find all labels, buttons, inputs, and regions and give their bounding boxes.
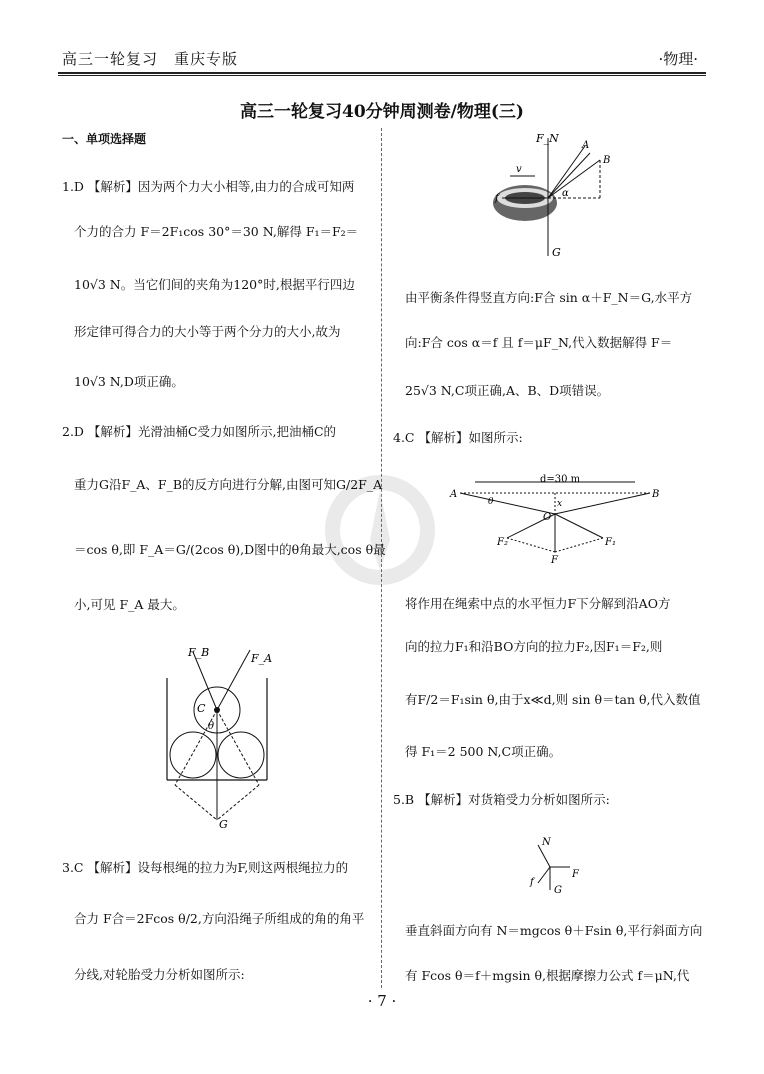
left-line-1: 1.D 【解析】因为两个力大小相等,由力的合成可知两 xyxy=(62,179,355,194)
right-line-10: 垂直斜面方向有 N＝mgcos θ＋Fsin θ,平行斜面方向 xyxy=(405,923,703,938)
label-g: G xyxy=(219,818,228,830)
right-line-1: 由平衡条件得竖直方向:F合 sin α＋F_N＝G,水平方 xyxy=(405,290,693,305)
right-line-11: 有 Fcos θ＝f＋mgsin θ,根据摩擦力公式 f＝μN,代 xyxy=(405,968,690,983)
label-f1: F₁ xyxy=(605,537,616,548)
label-f2: F₂ xyxy=(497,537,508,548)
right-line-9: 5.B 【解析】对货箱受力分析如图所示: xyxy=(393,792,610,807)
label-theta: θ xyxy=(208,721,215,732)
label-rtheta: θ xyxy=(488,497,494,507)
left-line-6: 2.D 【解析】光滑油桶C受力如图所示,把油桶C的 xyxy=(62,424,337,439)
page-number: · 7 · xyxy=(367,992,397,1010)
section-heading: 一、单项选择题 xyxy=(62,132,147,146)
left-line-9: 小,可见 F_A 最大。 xyxy=(74,597,185,612)
label-fb: F_B xyxy=(188,646,210,659)
label-d: d=30 m xyxy=(540,474,581,485)
right-line-4: 4.C 【解析】如图所示: xyxy=(393,430,523,445)
right-line-7: 有F/2＝F₁sin θ,由于x≪d,则 sin θ＝tan θ,代入数值 xyxy=(405,692,701,707)
header-rule-thick xyxy=(58,72,706,74)
right-line-2: 向:F合 cos α＝f 且 f＝μF_N,代入数据解得 F＝ xyxy=(405,335,673,350)
left-line-12: 分线,对轮胎受力分析如图所示: xyxy=(74,967,245,982)
label-x: x xyxy=(557,499,563,509)
label-fn: F_N xyxy=(536,132,559,145)
left-line-10: 3.C 【解析】设每根绳的拉力为F,则这两根绳拉力的 xyxy=(62,860,349,875)
left-line-3: 10√3 N。当它们间的夹角为120°时,根据平行四边 xyxy=(74,277,355,292)
label-a: A xyxy=(582,140,590,151)
left-line-5: 10√3 N,D项正确。 xyxy=(74,374,184,389)
right-line-6: 向的拉力F₁和沿BO方向的拉力F₂,因F₁＝F₂,则 xyxy=(405,639,663,654)
barrel-force-diagram xyxy=(155,640,285,830)
label-fa: F_A xyxy=(251,652,273,665)
label-n: N xyxy=(542,837,551,848)
header-right: ·物理· xyxy=(658,50,698,68)
left-line-7: 重力G沿F_A、F_B的反方向进行分解,由图可知G/2F_A xyxy=(74,477,383,492)
page-title: 高三一轮复习40分钟周测卷/物理(三) xyxy=(240,102,524,122)
label-c: C xyxy=(197,702,206,715)
label-rf: F xyxy=(551,555,558,566)
header-left: 高三一轮复习 重庆专版 xyxy=(62,50,239,68)
left-line-2: 个力的合力 F＝2F₁cos 30°＝30 N,解得 F₁＝F₂＝ xyxy=(74,224,359,239)
label-g2: G xyxy=(552,246,561,259)
label-alpha: α xyxy=(562,188,569,199)
right-line-8: 得 F₁＝2 500 N,C项正确。 xyxy=(405,744,562,759)
label-ra: A xyxy=(450,489,458,500)
header-rule-thin xyxy=(58,75,706,76)
right-line-5: 将作用在绳索中点的水平恒力F下分解到沿AO方 xyxy=(405,596,671,611)
label-bf: F xyxy=(572,869,579,880)
box-force-diagram xyxy=(520,835,590,895)
left-line-11: 合力 F合＝2Fcos θ/2,方向沿绳子所组成的角的角平 xyxy=(74,911,365,926)
label-o: O xyxy=(543,512,552,523)
left-line-8: ＝cos θ,即 F_A＝G/(2cos θ),D图中的θ角最大,cos θ最 xyxy=(74,542,386,557)
label-b: B xyxy=(603,155,611,166)
rope-force-diagram xyxy=(445,470,665,570)
right-line-3: 25√3 N,C项正确,A、B、D项错误。 xyxy=(405,383,610,398)
label-rb: B xyxy=(652,489,660,500)
label-bg: G xyxy=(554,885,562,895)
tire-force-diagram xyxy=(490,128,620,263)
label-v: v xyxy=(516,164,522,175)
left-line-4: 形定律可得合力的大小等于两个分力的大小,故为 xyxy=(74,324,341,339)
label-bfric: f xyxy=(530,877,534,888)
label-f: f xyxy=(495,193,499,204)
